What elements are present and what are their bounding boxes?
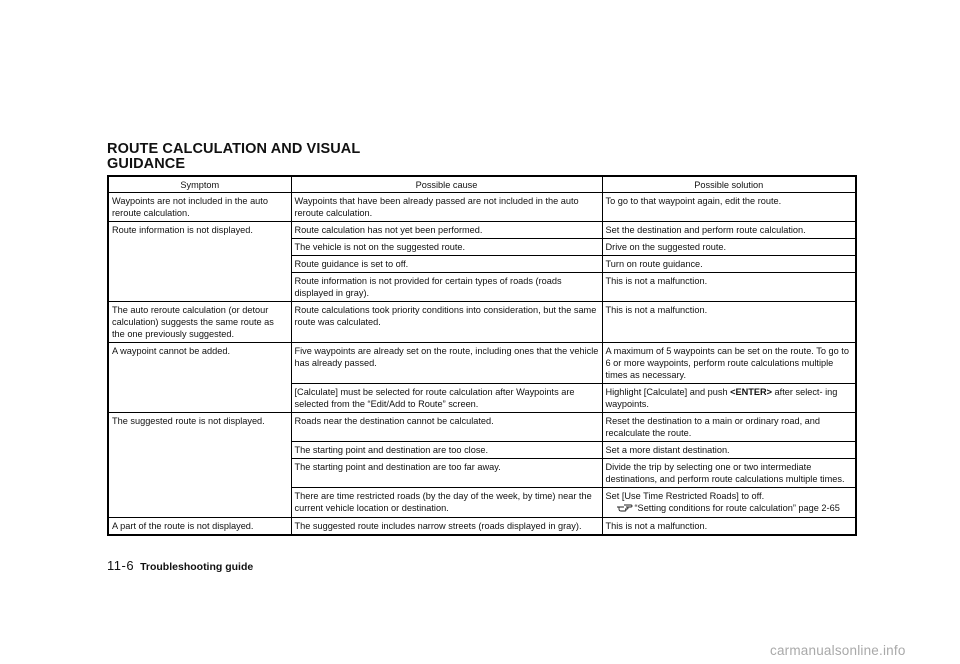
solution-text-pre: Highlight [Calculate] and push (605, 387, 731, 397)
symptom-cell: A waypoint cannot be added. (108, 343, 291, 413)
table-row (108, 343, 856, 384)
cause-cell: Route calculations took priority conditions into consideration, but the same route was calculated. (291, 302, 602, 343)
symptom-cell: A part of the route is not displayed. (108, 518, 291, 536)
page-footer (107, 559, 253, 574)
cause-cell: There are time restricted roads (by the day of the week, by time) near the current vehicle location or destination. (291, 488, 602, 518)
header-possible-cause: Possible cause (291, 176, 602, 193)
table-header-row (108, 176, 856, 193)
cause-cell: Roads near the destination cannot be calculated. (291, 413, 602, 442)
solution-cell: A maximum of 5 waypoints can be set on the route. To go to 6 or more waypoints, perform route calculations multiple times as necessary. (602, 343, 856, 384)
cause-cell: The starting point and destination are too far away. (291, 459, 602, 488)
watermark: carmanualsonline.info (770, 643, 906, 658)
header-possible-solution: Possible solution (602, 176, 856, 193)
symptom-cell: The auto reroute calculation (or detour calculation) suggests the same route as the one previously suggested. (108, 302, 291, 343)
cause-cell: The suggested route includes narrow streets (roads displayed in gray). (291, 518, 602, 536)
page-number: 11-6 (107, 558, 135, 573)
table-row (108, 518, 856, 536)
solution-text-post: after select- ing waypoints. (605, 387, 838, 409)
section-title (107, 142, 360, 171)
cause-cell: The starting point and destination are too close. (291, 442, 602, 459)
symptom-cell: The suggested route is not displayed. (108, 413, 291, 518)
solution-cell (602, 384, 856, 413)
pointing-hand-reference-icon (616, 502, 633, 515)
cause-cell: Five waypoints are already set on the route, including ones that the vehicle has already passed. (291, 343, 602, 384)
cause-cell: Route information is not provided for certain types of roads (roads displayed in gray). (291, 273, 602, 302)
solution-cell: To go to that waypoint again, edit the route. (602, 193, 856, 222)
solution-cell: Set a more distant destination. (602, 442, 856, 459)
solution-text-pre: Set [Use Time Restricted Roads] to off. (605, 491, 765, 501)
solution-cell: Reset the destination to a main or ordinary road, and recalculate the route. (602, 413, 856, 442)
cause-cell: Route guidance is set to off. (291, 256, 602, 273)
cause-cell: [Calculate] must be selected for route calculation after Waypoints are selected from the “Edit/Add to Route” screen. (291, 384, 602, 413)
cause-cell: Waypoints that have been already passed are not included in the auto reroute calculation. (291, 193, 602, 222)
solution-cell: This is not a malfunction. (602, 302, 856, 343)
table-row (108, 222, 856, 239)
table-row (108, 302, 856, 343)
page-reference-link[interactable]: “Setting conditions for route calculation” page 2-65 (634, 503, 840, 513)
section-title-line-2: GUIDANCE (107, 155, 186, 172)
cause-cell: The vehicle is not on the suggested route. (291, 239, 602, 256)
table-row (108, 193, 856, 222)
table-row (108, 413, 856, 442)
solution-cell: Divide the trip by selecting one or two intermediate destinations, and perform route calculations multiple times. (602, 459, 856, 488)
footer-section-name: Troubleshooting guide (140, 561, 254, 573)
solution-cell (602, 488, 856, 518)
solution-cell: Set the destination and perform route calculation. (602, 222, 856, 239)
solution-cell: This is not a malfunction. (602, 273, 856, 302)
solution-cell: This is not a malfunction. (602, 518, 856, 536)
enter-key-label: <ENTER> (730, 387, 772, 397)
troubleshooting-table (107, 175, 857, 536)
solution-cell: Turn on route guidance. (602, 256, 856, 273)
symptom-cell: Waypoints are not included in the auto reroute calculation. (108, 193, 291, 222)
header-symptom: Symptom (108, 176, 291, 193)
section-title-line-1: ROUTE CALCULATION AND VISUAL (107, 141, 361, 157)
cause-cell: Route calculation has not yet been performed. (291, 222, 602, 239)
symptom-cell: Route information is not displayed. (108, 222, 291, 302)
solution-cell: Drive on the suggested route. (602, 239, 856, 256)
